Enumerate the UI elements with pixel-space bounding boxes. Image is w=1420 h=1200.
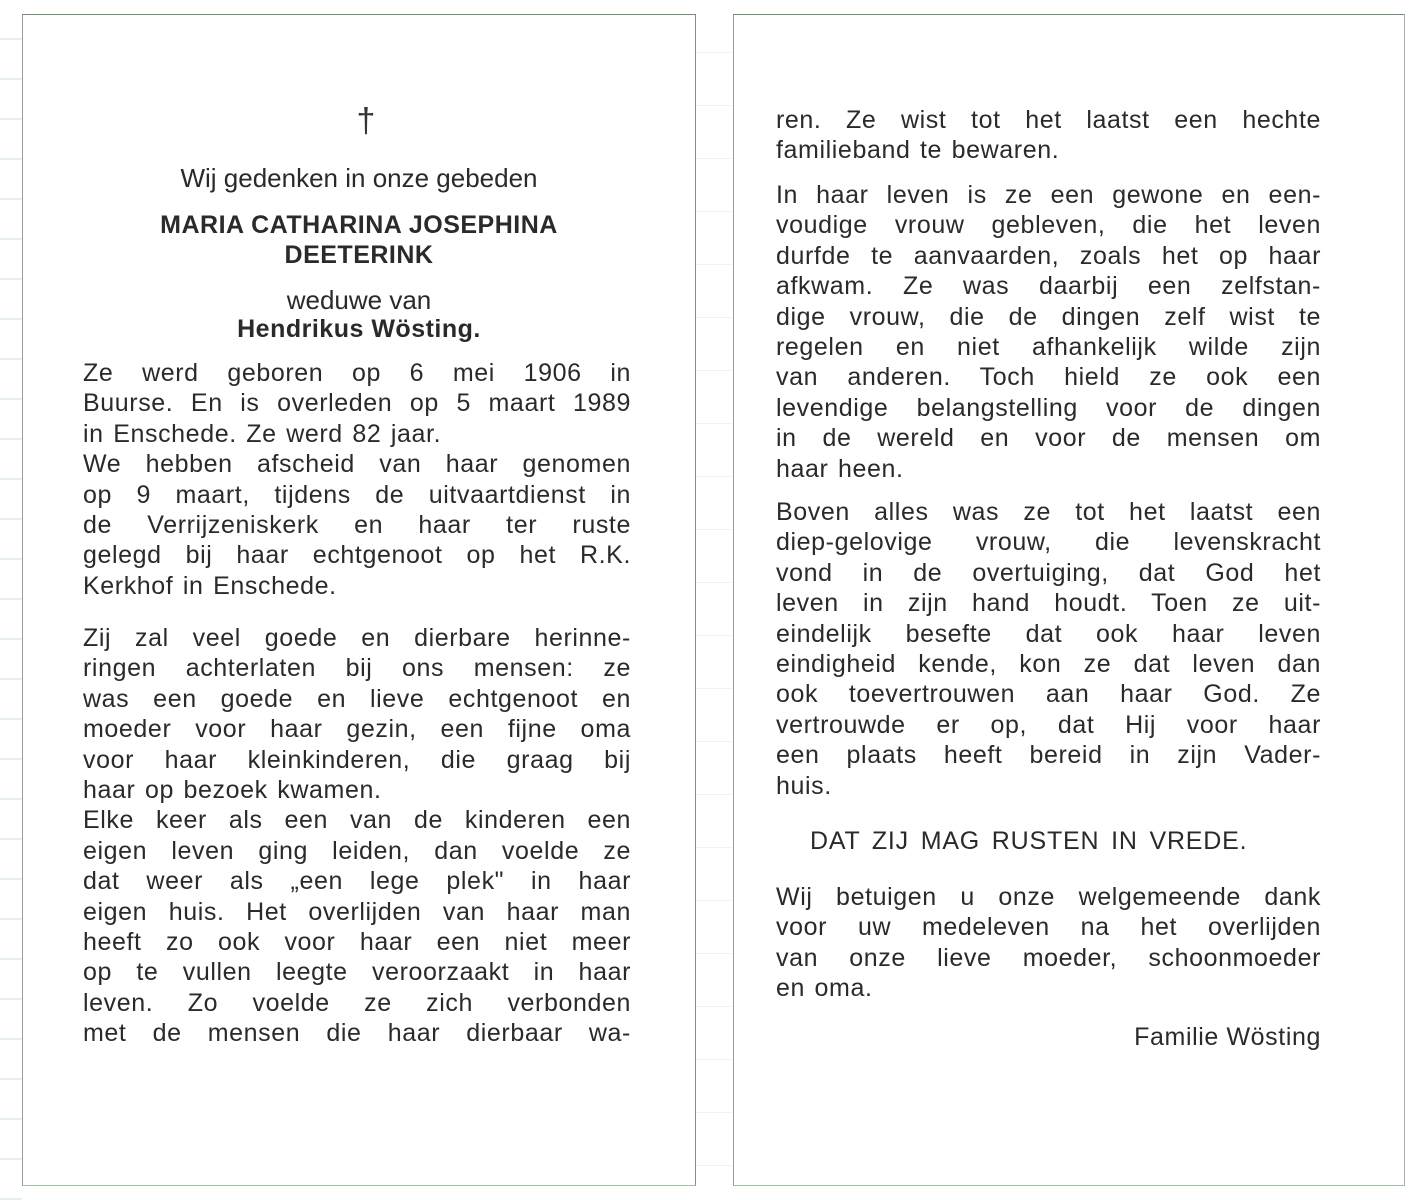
text-line: en oma. (776, 974, 873, 1003)
text-line: was een goede en lieve echtgenoot en (83, 684, 631, 713)
text-line: levendige belangstelling voor de dingen (776, 393, 1321, 422)
text-line: voor uw medeleven na het overlijden (776, 913, 1321, 942)
text-line: Kerkhof in Enschede. (83, 571, 337, 600)
text-line: haar op bezoek kwamen. (83, 775, 382, 804)
cross-icon: † (356, 102, 376, 140)
text-line: regelen en niet afhankelijk wilde zijn (776, 332, 1321, 361)
text-line: voudige vrouw gebleven, die het leven (776, 211, 1321, 240)
memorial-card-left-page (22, 14, 696, 1186)
memories-paragraph (83, 623, 631, 1048)
faith-paragraph (776, 497, 1321, 801)
text-line: afkwam. Ze was daarbij een zelfstan- (776, 272, 1321, 301)
text-line: ringen achterlaten bij ons mensen: ze (83, 654, 631, 683)
text-line: ook toevertrouwen aan haar God. Ze (776, 680, 1321, 709)
text-line: durfde te aanvaarden, zoals het op haar (776, 241, 1321, 270)
text-line: familieband te bewaren. (776, 136, 1060, 165)
husband-name: Hendrikus Wösting. (237, 315, 481, 343)
text-line: vertrouwde er op, dat Hij voor haar (776, 710, 1321, 739)
text-line: eigen leven ging leiden, dan voelde ze (83, 836, 631, 865)
scan-edge-left (0, 0, 22, 1200)
text-line: van onze lieve moeder, schoonmoeder (776, 943, 1321, 972)
text-line: met de mensen die haar dierbaar wa- (83, 1019, 631, 1048)
text-line: dige vrouw, die de dingen zelf wist te (776, 302, 1321, 331)
text-line: de Verrijzeniskerk en haar ter ruste (83, 510, 631, 539)
text-line: ren. Ze wist tot het laatst een hechte (776, 106, 1321, 134)
birth-death-paragraph (83, 358, 631, 601)
text-line: Wij betuigen u onze welgemeende dank (776, 883, 1321, 911)
text-line: in Enschede. Ze werd 82 jaar. (83, 419, 442, 448)
text-line: eindelijk besefte dat ook haar leven (776, 619, 1321, 648)
text-line: voor haar kleinkinderen, die graag bij (83, 745, 631, 774)
text-line: leven in zijn hand houdt. Toen ze uit- (776, 589, 1321, 618)
text-line: gelegd bij haar echtgenoot op het R.K. (83, 541, 631, 570)
text-line: eigen huis. Het overlijden van haar man (83, 897, 631, 926)
memorial-card-right-page (733, 14, 1405, 1186)
text-line: Ze werd geboren op 6 mei 1906 in (83, 359, 631, 387)
continuation-paragraph (776, 105, 1321, 166)
thanks-paragraph (776, 882, 1321, 1004)
deceased-name-line2: DEETERINK (284, 241, 434, 269)
text-line: haar heen. (776, 454, 904, 483)
text-line: Buurse. En is overleden op 5 maart 1989 (83, 389, 631, 418)
text-line: op 9 maart, tijdens de uitvaartdienst in (83, 480, 631, 509)
text-line: eindigheid kende, kon ze dat leven dan (776, 649, 1321, 678)
text-line: huis. (776, 771, 832, 800)
text-line: In haar leven is ze een gewone en een- (776, 181, 1321, 209)
rest-in-peace-line: DAT ZIJ MAG RUSTEN IN VREDE. (810, 827, 1248, 855)
text-line: Zij zal veel goede en dierbare herinne- (83, 624, 631, 652)
family-signature: Familie Wösting (1134, 1023, 1321, 1051)
scan-gutter (696, 0, 732, 1200)
text-line: een plaats heeft bereid in zijn Vader- (776, 741, 1321, 770)
text-line: Boven alles was ze tot het laatst een (776, 498, 1321, 526)
deceased-name-line1: MARIA CATHARINA JOSEPHINA (160, 211, 558, 239)
life-paragraph (776, 180, 1321, 484)
text-line: diep-gelovige vrouw, die levenskracht (776, 528, 1321, 557)
text-line: in de wereld en voor de mensen om (776, 424, 1321, 453)
text-line: op te vullen leegte veroorzaakt in haar (83, 958, 631, 987)
text-line: Elke keer als een van de kinderen een (83, 806, 631, 835)
widow-of-label: weduwe van (286, 285, 432, 315)
text-line: dat weer als „een lege plek" in haar (83, 867, 631, 896)
text-line: leven. Zo voelde ze zich verbonden (83, 988, 631, 1017)
text-line: vond in de overtuiging, dat God het (776, 558, 1321, 587)
text-line: We hebben afscheid van haar genomen (83, 450, 631, 479)
intro-line: Wij gedenken in onze gebeden (180, 163, 538, 193)
text-line: van anderen. Toch hield ze ook een (776, 363, 1321, 392)
text-line: heeft zo ook voor haar een niet meer (83, 927, 631, 956)
text-line: moeder voor haar gezin, een fijne oma (83, 715, 631, 744)
